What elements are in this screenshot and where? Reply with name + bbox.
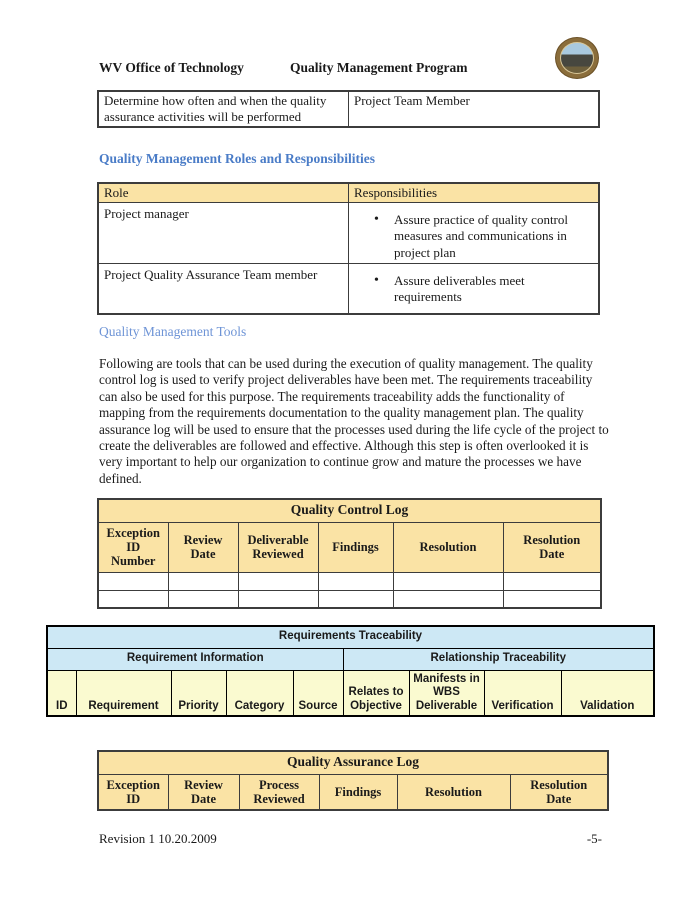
wv-state-seal-logo xyxy=(555,37,599,79)
empty-cell xyxy=(318,590,393,608)
table-row xyxy=(98,203,599,264)
activity-cell: Determine how often and when the quality assurance activities will be performed xyxy=(98,91,349,127)
roles-responsibilities-table xyxy=(97,182,600,315)
req-col-priority: Priority xyxy=(171,670,226,716)
qa-col-process-reviewed: Process Reviewed xyxy=(239,774,319,810)
qa-col-resolution: Resolution xyxy=(397,774,510,810)
req-title-row xyxy=(47,626,654,648)
activity-owner-table xyxy=(97,90,600,128)
empty-cell xyxy=(98,590,168,608)
section-heading-roles: Quality Management Roles and Responsibilities xyxy=(99,151,376,166)
req-col-validation: Validation xyxy=(561,670,654,716)
responsibilities-column-header: Responsibilities xyxy=(349,183,600,203)
req-group-row xyxy=(47,648,654,670)
qc-col-review-date: Review Date xyxy=(168,522,238,572)
qa-log-title-row xyxy=(98,751,608,774)
table-row xyxy=(98,91,599,127)
seal-emblem xyxy=(560,42,594,74)
qc-log-title-row xyxy=(98,499,601,522)
req-col-category: Category xyxy=(226,670,293,716)
qc-log-empty-row xyxy=(98,590,601,608)
req-group-relationship-traceability: Relationship Traceability xyxy=(343,648,654,670)
empty-cell xyxy=(238,572,318,590)
responsibilities-cell xyxy=(349,203,600,264)
req-col-requirement: Requirement xyxy=(76,670,171,716)
req-col-verification: Verification xyxy=(484,670,561,716)
qa-log-title: Quality Assurance Log xyxy=(98,751,608,774)
qc-col-resolution-date: Resolution Date xyxy=(503,522,601,572)
header-org-title: WV Office of Technology xyxy=(99,60,244,75)
empty-cell xyxy=(503,572,601,590)
table-row xyxy=(98,264,599,314)
qc-col-resolution: Resolution xyxy=(393,522,503,572)
qc-col-deliverable-reviewed: Deliverable Reviewed xyxy=(238,522,318,572)
owner-cell: Project Team Member xyxy=(349,91,600,127)
section-heading-tools: Quality Management Tools xyxy=(99,324,247,339)
quality-assurance-log-table xyxy=(97,750,607,811)
empty-cell xyxy=(98,572,168,590)
req-group-requirement-information: Requirement Information xyxy=(47,648,343,670)
requirements-traceability-table xyxy=(46,625,653,717)
tools-paragraph: Following are tools that can be used during the execution of quality management. The quality control log is used to verify project deliverables have been met. The requirements traceability can also be used for this purpose. The requirements traceability adds the functionality of mapping from the requirements documentation to the quality management plan. The quality assurance log will be used to ensure that the processes used during the life cycle of the project to create the deliverables are followed and effective. Although this step is often overlooked it is very important to help our organization to continue grow and mature the processes we have defined. xyxy=(99,356,609,486)
empty-cell xyxy=(393,590,503,608)
req-col-manifests-in-wbs-deliverable: Manifests in WBS Deliverable xyxy=(409,670,484,716)
req-header-row xyxy=(47,670,654,716)
roles-header-row xyxy=(98,183,599,203)
qa-col-review-date: Review Date xyxy=(168,774,239,810)
responsibility-item: • Assure practice of quality control measures and communications in project plan xyxy=(354,212,593,261)
qc-log-header-row xyxy=(98,522,601,572)
empty-cell xyxy=(168,572,238,590)
header-doc-title: Quality Management Program xyxy=(290,60,468,75)
qa-col-resolution-date: Resolution Date xyxy=(510,774,608,810)
qc-col-findings: Findings xyxy=(318,522,393,572)
responsibility-item: • Assure deliverables meet requirements xyxy=(354,273,593,306)
quality-control-log-table xyxy=(97,498,600,609)
req-col-source: Source xyxy=(293,670,343,716)
role-column-header: Role xyxy=(98,183,349,203)
empty-cell xyxy=(503,590,601,608)
qc-log-empty-row xyxy=(98,572,601,590)
qa-col-exception-id: Exception ID xyxy=(98,774,168,810)
footer-page-number: -5- xyxy=(586,831,602,846)
qa-col-findings: Findings xyxy=(319,774,397,810)
empty-cell xyxy=(318,572,393,590)
footer-revision: Revision 1 10.20.2009 xyxy=(99,831,217,846)
empty-cell xyxy=(393,572,503,590)
qa-log-header-row xyxy=(98,774,608,810)
req-table-title: Requirements Traceability xyxy=(47,626,654,648)
page-footer xyxy=(99,831,602,847)
role-cell: Project manager xyxy=(98,203,349,264)
req-col-id: ID xyxy=(47,670,76,716)
qc-log-title: Quality Control Log xyxy=(98,499,601,522)
req-col-relates-to-objective: Relates to Objective xyxy=(343,670,409,716)
empty-cell xyxy=(168,590,238,608)
role-cell: Project Quality Assurance Team member xyxy=(98,264,349,314)
qc-col-exception-id-number: Exception ID Number xyxy=(98,522,168,572)
responsibilities-cell xyxy=(349,264,600,314)
empty-cell xyxy=(238,590,318,608)
